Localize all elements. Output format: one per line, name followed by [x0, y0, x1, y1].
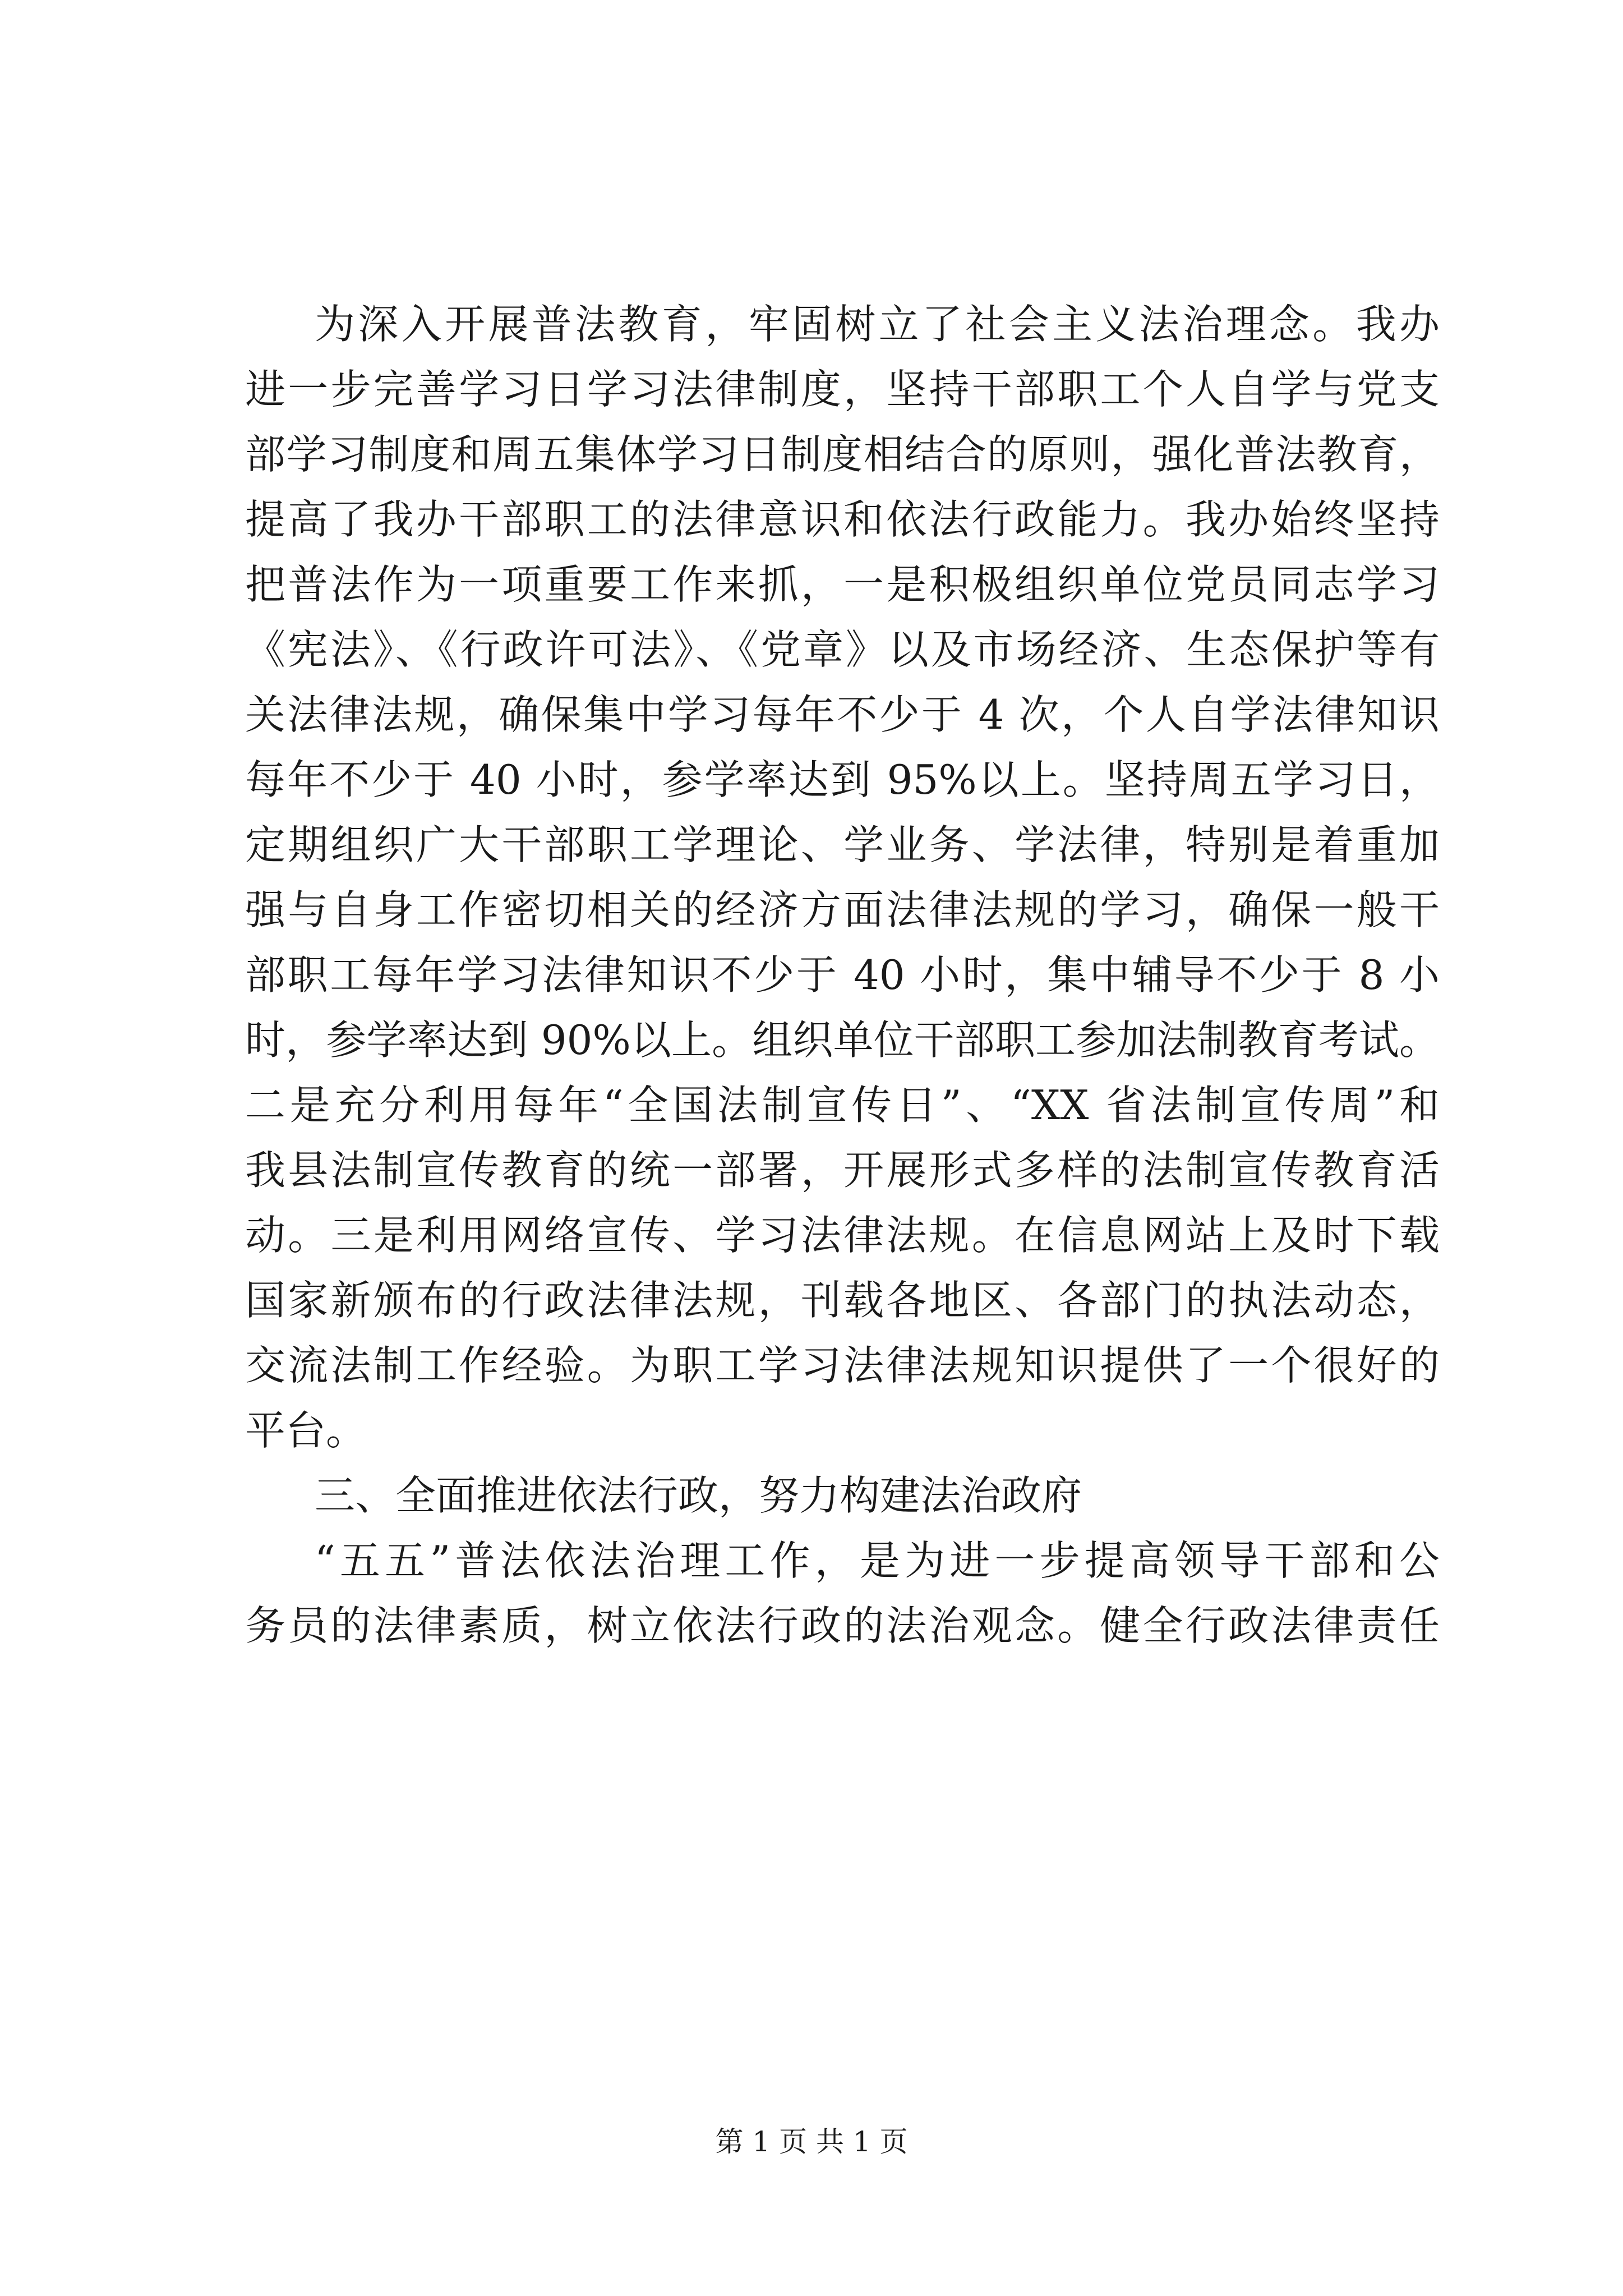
text-line: 把普法作为一项重要工作来抓，一是积极组织单位党员同志学习 — [245, 561, 1440, 608]
section-heading: 三、全面推进依法行政，努力构建法治政府 — [315, 1472, 1082, 1519]
page-footer — [0, 2125, 1623, 2159]
text-line: 《宪法》、《行政许可法》、《党章》以及市场经济、生态保护等有 — [245, 626, 1440, 673]
text-line: 部学习制度和周五集体学习日制度相结合的原则，强化普法教育， — [245, 431, 1440, 478]
document-body — [245, 292, 1440, 1658]
text-line: 二是充分利用每年“全国法制宣传日”、“XX 省法制宣传周”和 — [245, 1082, 1440, 1129]
text-line: 交流法制工作经验。为职工学习法律法规知识提供了一个很好的 — [245, 1342, 1440, 1389]
text-line: 提高了我办干部职工的法律意识和依法行政能力。我办始终坚持 — [245, 496, 1440, 543]
text-line: 为深入开展普法教育，牢固树立了社会主义法治理念。我办 — [315, 301, 1440, 348]
text-line: 务员的法律素质，树立依法行政的法治观念。健全行政法律责任 — [245, 1602, 1440, 1649]
text-line: 国家新颁布的行政法律法规，刊载各地区、各部门的执法动态， — [245, 1277, 1440, 1324]
text-line: 强与自身工作密切相关的经济方面法律法规的学习，确保一般干 — [245, 886, 1440, 933]
text-line: 我县法制宣传教育的统一部署，开展形式多样的法制宣传教育活 — [245, 1147, 1440, 1194]
text-line: 平台。 — [245, 1407, 367, 1454]
page-number-label: 第 1 页 共 1 页 — [715, 2125, 908, 2158]
text-line: “五五”普法依法治理工作，是为进一步提高领导干部和公 — [315, 1537, 1440, 1584]
text-line: 部职工每年学习法律知识不少于 40 小时，集中辅导不少于 8 小 — [245, 951, 1440, 999]
text-line: 定期组织广大干部职工学理论、学业务、学法律，特别是着重加 — [245, 821, 1440, 868]
text-line: 每年不少于 40 小时，参学率达到 95%以上。坚持周五学习日， — [245, 756, 1440, 803]
text-line: 关法律法规，确保集中学习每年不少于 4 次，个人自学法律知识 — [245, 691, 1440, 738]
text-line: 时，参学率达到 90%以上。组织单位干部职工参加法制教育考试。 — [245, 1016, 1440, 1064]
text-line: 动。三是利用网络宣传、学习法律法规。在信息网站上及时下载 — [245, 1212, 1440, 1259]
text-line: 进一步完善学习日学习法律制度，坚持干部职工个人自学与党支 — [245, 366, 1440, 413]
